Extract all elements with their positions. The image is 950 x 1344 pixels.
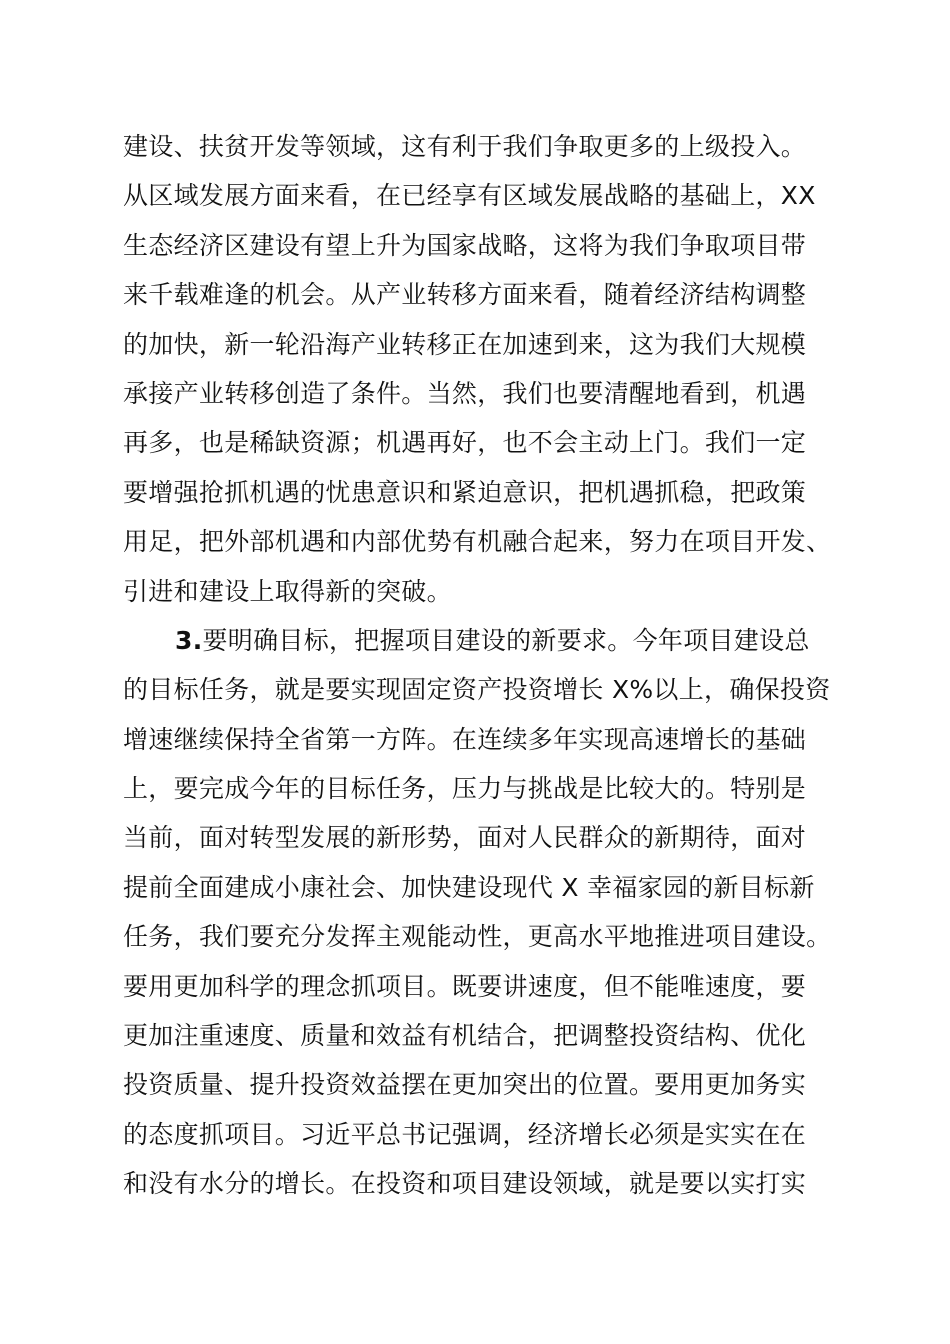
text-line: 承接产业转移创造了条件。当然，我们也要清醒地看到，机遇 — [123, 378, 807, 408]
text-line: 当前，面对转型发展的新形势，面对人民群众的新期待，面对 — [123, 823, 807, 853]
section-number: 3. — [175, 625, 203, 655]
section-first-line: 要明确目标，把握项目建设的新要求。今年项目建设总 — [202, 625, 810, 655]
text-line: 增速继续保持全省第一方阵。在连续多年实现高速增长的基础 — [123, 724, 807, 754]
text-line: 用足，把外部机遇和内部优势有机融合起来，努力在项目开发、 — [123, 527, 832, 557]
text-line: 要增强抢抓机遇的忧患意识和紧迫意识，把机遇抓稳，把政策 — [123, 477, 807, 507]
text-line: 更加注重速度、质量和效益有机结合，把调整投资结构、优化 — [123, 1021, 807, 1051]
text-line: 的态度抓项目。习近平总书记强调，经济增长必须是实实在在 — [123, 1119, 807, 1149]
text-line: 任务，我们要充分发挥主观能动性，更高水平地推进项目建设。 — [123, 922, 832, 952]
text-line: 要用更加科学的理念抓项目。既要讲速度，但不能唯速度，要 — [123, 971, 807, 1001]
text-line: 的目标任务，就是要实现固定资产投资增长 X%以上，确保投资 — [123, 675, 831, 705]
text-line: 上，要完成今年的目标任务，压力与挑战是比较大的。特别是 — [123, 774, 807, 804]
text-line: 生态经济区建设有望上升为国家战略，这将为我们争取项目带 — [123, 230, 807, 260]
text-line: 和没有水分的增长。在投资和项目建设领域，就是要以实打实 — [123, 1169, 807, 1199]
text-line: 建设、扶贫开发等领域，这有利于我们争取更多的上级投入。 — [123, 132, 807, 161]
text-line: 的加快，新一轮沿海产业转移正在加速到来，这为我们大规模 — [123, 329, 807, 359]
text-line: 投资质量、提升投资效益摆在更加突出的位置。要用更加务实 — [123, 1070, 807, 1100]
section-heading-line — [123, 616, 853, 665]
body-text — [123, 122, 853, 1209]
text-line: 从区域发展方面来看，在已经享有区域发展战略的基础上，XX — [123, 181, 816, 211]
text-line: 再多，也是稀缺资源；机遇再好，也不会主动上门。我们一定 — [123, 428, 807, 458]
text-line: 提前全面建成小康社会、加快建设现代 X 幸福家园的新目标新 — [123, 872, 815, 902]
text-line: 来千载难逢的机会。从产业转移方面来看，随着经济结构调整 — [123, 280, 807, 310]
text-line: 引进和建设上取得新的突破。 — [123, 576, 452, 606]
